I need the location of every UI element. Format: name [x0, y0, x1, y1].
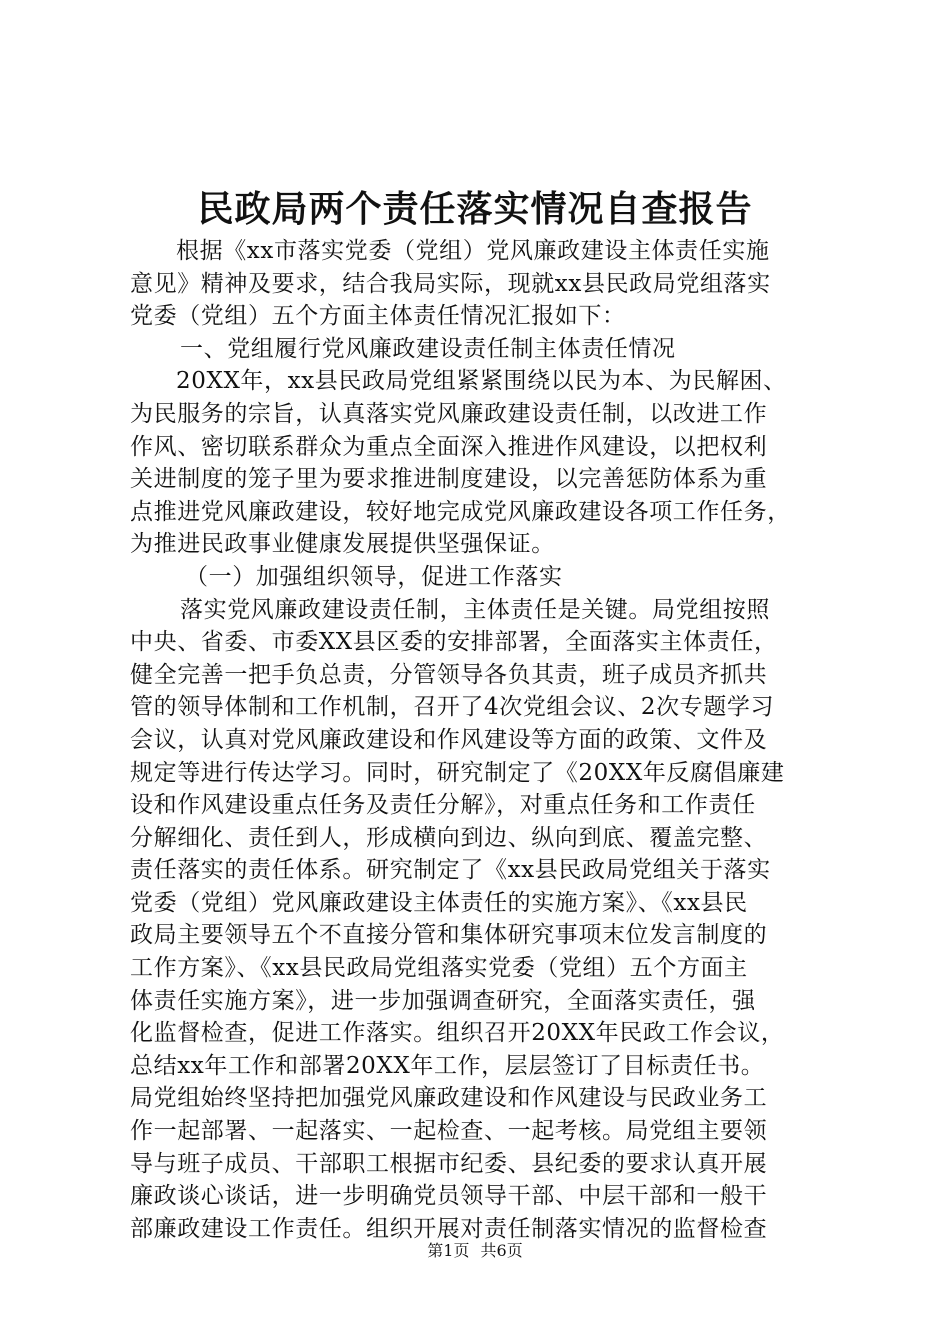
section-heading: 一、党组履行党风廉政建设责任制主体责任情况 — [180, 335, 676, 362]
paragraph-line: 健全完善一把手负总责，分管领导各负其责，班子成员齐抓共 — [130, 661, 768, 688]
paragraph-intro-line: 意见》精神及要求，结合我局实际，现就xx县民政局党组落实 — [130, 270, 771, 297]
paragraph-line: 局党组始终坚持把加强党风廉政建设和作风建设与民政业务工 — [130, 1085, 768, 1112]
paragraph-line: 体责任实施方案》，进一步加强调查研究，全面落实责任，强 — [130, 987, 756, 1014]
paragraph-line: 廉政谈心谈话，进一步明确党员领导干部、中层干部和一般干 — [130, 1183, 768, 1210]
paragraph-line: 中央、省委、市委XX县区委的安排部署，全面落实主体责任， — [130, 629, 778, 656]
document-body — [130, 235, 830, 1245]
paragraph-line: 关进制度的笼子里为要求推进制度建设，以完善惩防体系为重 — [130, 466, 768, 493]
paragraph-line: 政局主要领导五个不直接分管和集体研究事项末位发言制度的 — [130, 922, 768, 949]
document-title: 民政局两个责任落实情况自查报告 — [197, 188, 753, 230]
paragraph-line: 为民服务的宗旨，认真落实党风廉政建设责任制，以改进工作 — [130, 400, 768, 427]
paragraph-line: 作风、密切联系群众为重点全面深入推进作风建设，以把权利 — [130, 433, 768, 460]
subsection-heading: （一）加强组织领导，促进工作落实 — [185, 563, 563, 590]
paragraph-line: 为推进民政事业健康发展提供坚强保证。 — [130, 531, 555, 558]
paragraph-line: 化监督检查，促进工作落实。组织召开20XX年民政工作会议， — [130, 1020, 785, 1047]
page-number-total: 共6页 — [480, 1241, 523, 1260]
paragraph-line: 20XX年，xx县民政局党组紧紧围绕以民为本、为民解困、 — [176, 368, 787, 395]
paragraph-line: 责任落实的责任体系。研究制定了《xx县民政局党组关于落实 — [130, 857, 771, 884]
paragraph-line: 总结xx年工作和部署20XX年工作，层层签订了目标责任书。 — [130, 1052, 765, 1079]
page-number-current: 第1页 — [427, 1241, 470, 1260]
paragraph-line: 部廉政建设工作责任。组织开展对责任制落实情况的监督检查 — [130, 1215, 768, 1242]
paragraph-intro-line: 根据《xx市落实党委（党组）党风廉政建设主体责任实施 — [176, 238, 770, 264]
paragraph-line: 工作方案》、《xx县民政局党组落实党委（党组）五个方面主 — [130, 955, 748, 982]
paragraph-line: 党委（党组）党风廉政建设主体责任的实施方案》、《xx县民 — [130, 889, 748, 916]
paragraph-line: 落实党风廉政建设责任制，主体责任是关键。局党组按照 — [180, 596, 770, 623]
paragraph-line: 管的领导体制和工作机制，召开了4次党组会议、2次专题学习 — [130, 694, 775, 721]
paragraph-intro-line: 党委（党组）五个方面主体责任情况汇报如下： — [130, 303, 626, 330]
paragraph-line: 规定等进行传达学习。同时，研究制定了《20XX年反腐倡廉建 — [130, 759, 785, 786]
paragraph-line: 分解细化、责任到人，形成横向到边、纵向到底、覆盖完整、 — [130, 824, 768, 851]
paragraph-line: 会议，认真对党风廉政建设和作风建设等方面的政策、文件及 — [130, 726, 768, 753]
paragraph-line: 点推进党风廉政建设，较好地完成党风廉政建设各项工作任务， — [130, 498, 791, 525]
paragraph-line: 导与班子成员、干部职工根据市纪委、县纪委的要求认真开展 — [130, 1150, 768, 1177]
paragraph-line: 设和作风建设重点任务及责任分解》，对重点任务和工作责任 — [130, 792, 756, 819]
paragraph-line: 作一起部署、一起落实、一起检查、一起考核。局党组主要领 — [130, 1118, 768, 1145]
page-footer — [0, 1240, 950, 1262]
